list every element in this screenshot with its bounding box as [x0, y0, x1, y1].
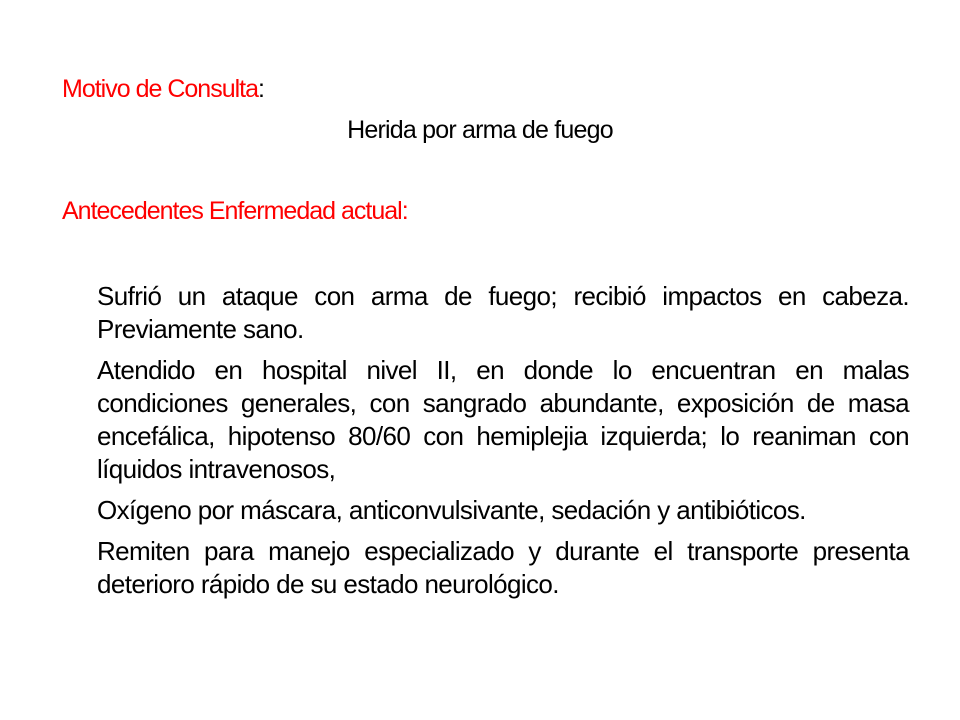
paragraph-attack: Sufrió un ataque con arma de fuego; recibió impactos en cabeza. Previamente sano.	[97, 281, 909, 344]
antecedentes-heading: Antecedentes Enfermedad actual:	[62, 197, 408, 225]
motivo-label: Motivo de Consulta	[62, 75, 259, 103]
paragraph-hospital: Atendido en hospital nivel II, en donde lo encuentran en malas condiciones generales, con sangrado abundante, exposición de masa encefálica, hipotenso 80/60 con hemiplejia izquierda; lo reaniman con líquidos intravenosos,	[97, 355, 909, 484]
paragraph-treatment: Oxígeno por máscara, anticonvulsivante, sedación y antibióticos.	[97, 495, 806, 525]
paragraph-transfer: Remiten para manejo especializado y durante el transporte presenta deterioro rápido de su estado neurológico.	[97, 536, 909, 599]
motivo-value: Herida por arma de fuego	[347, 116, 613, 144]
motivo-heading	[62, 75, 264, 104]
history-body	[97, 280, 909, 609]
motivo-colon: :	[258, 75, 264, 103]
